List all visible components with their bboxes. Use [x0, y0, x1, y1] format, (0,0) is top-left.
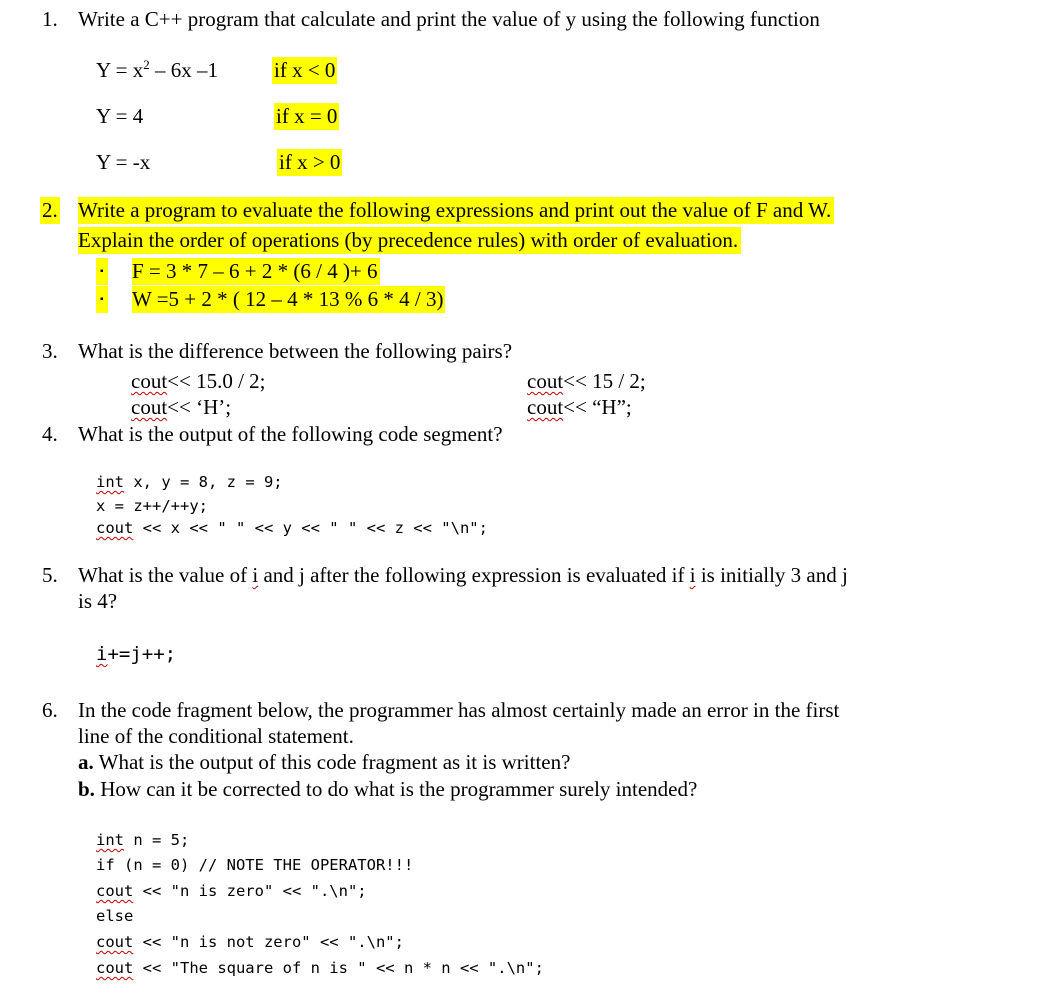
q2-expr-w: W =5 + 2 * ( 12 – 4 * 13 % 6 * 4 / 3) [132, 287, 444, 311]
q1-case3-expr: Y = -x [96, 150, 151, 174]
q6-part-b: b. How can it be corrected to do what is the programmer surely intended? [78, 777, 698, 801]
q2-number: 2. [42, 198, 58, 222]
q1-case1-expr: $Y = x^2 - 6x$ –1 [96, 57, 218, 82]
q6-code-line5: cout << "n is not zero" << ".\n"; [96, 933, 404, 951]
q4-code-line1: int x, y = 8, z = 9; [96, 473, 283, 491]
q5-line2: is 4? [78, 589, 118, 613]
q1-number: 1. [42, 7, 58, 31]
q4-number: 4. [42, 422, 58, 446]
q5-line1: What is the value of i and j after the following expression is evaluated if i is initially 3 and j [78, 563, 848, 587]
q5-number: 5. [42, 563, 58, 587]
q4-text: What is the output of the following code segment? [78, 422, 503, 446]
q2-bullet-2: ▪ [96, 286, 108, 313]
q4-code-line3: cout << x << " " << y << " " << z << "\n"; [96, 519, 488, 537]
q2-line2: Explain the order of operations (by precedence rules) with order of evaluation. [78, 227, 741, 254]
q5-code: i+=j++; [96, 643, 177, 665]
q6-line1: In the code fragment below, the programmer has almost certainly made an error in the first [78, 698, 840, 722]
q3-number: 3. [42, 339, 58, 363]
q6-code-line4: else [96, 907, 134, 925]
q3-pair2-left: cout<< ‘H’; [131, 395, 232, 419]
q1-case1-cond: if x < 0 [274, 58, 336, 82]
q2-expr-f: F = 3 * 7 – 6 + 2 * (6 / 4 )+ 6 [132, 259, 378, 283]
q3-pair2-right: cout<< “H”; [527, 395, 632, 419]
q1-case2-cond: if x = 0 [276, 104, 338, 128]
q6-code-line2: if (n = 0) // NOTE THE OPERATOR!!! [96, 856, 414, 874]
q6-code-line6: cout << "The square of n is " << n * n << ".\n"; [96, 959, 544, 977]
q4-code-line2: x = z++/++y; [96, 497, 208, 515]
q3-pair1-left: cout<< 15.0 / 2; [131, 369, 266, 393]
q6-number: 6. [42, 698, 58, 722]
q6-code-line3: cout << "n is zero" << ".\n"; [96, 882, 367, 900]
q6-code-line1: int n = 5; [96, 831, 190, 849]
q6-part-a: a. What is the output of this code fragment as it is written? [78, 750, 571, 774]
q2-line1: Write a program to evaluate the following expressions and print out the value of F and W. [78, 197, 834, 224]
q3-pair1-right: cout<< 15 / 2; [527, 369, 646, 393]
q1-case2-expr: Y = 4 [96, 104, 144, 128]
q3-text: What is the difference between the following pairs? [78, 339, 513, 363]
q1-case3-cond: if x > 0 [279, 150, 341, 174]
q2-bullet-1: ▪ [96, 258, 108, 285]
q1-text: Write a C++ program that calculate and print the value of y using the following function [78, 7, 820, 31]
q6-line2: line of the conditional statement. [78, 724, 354, 748]
